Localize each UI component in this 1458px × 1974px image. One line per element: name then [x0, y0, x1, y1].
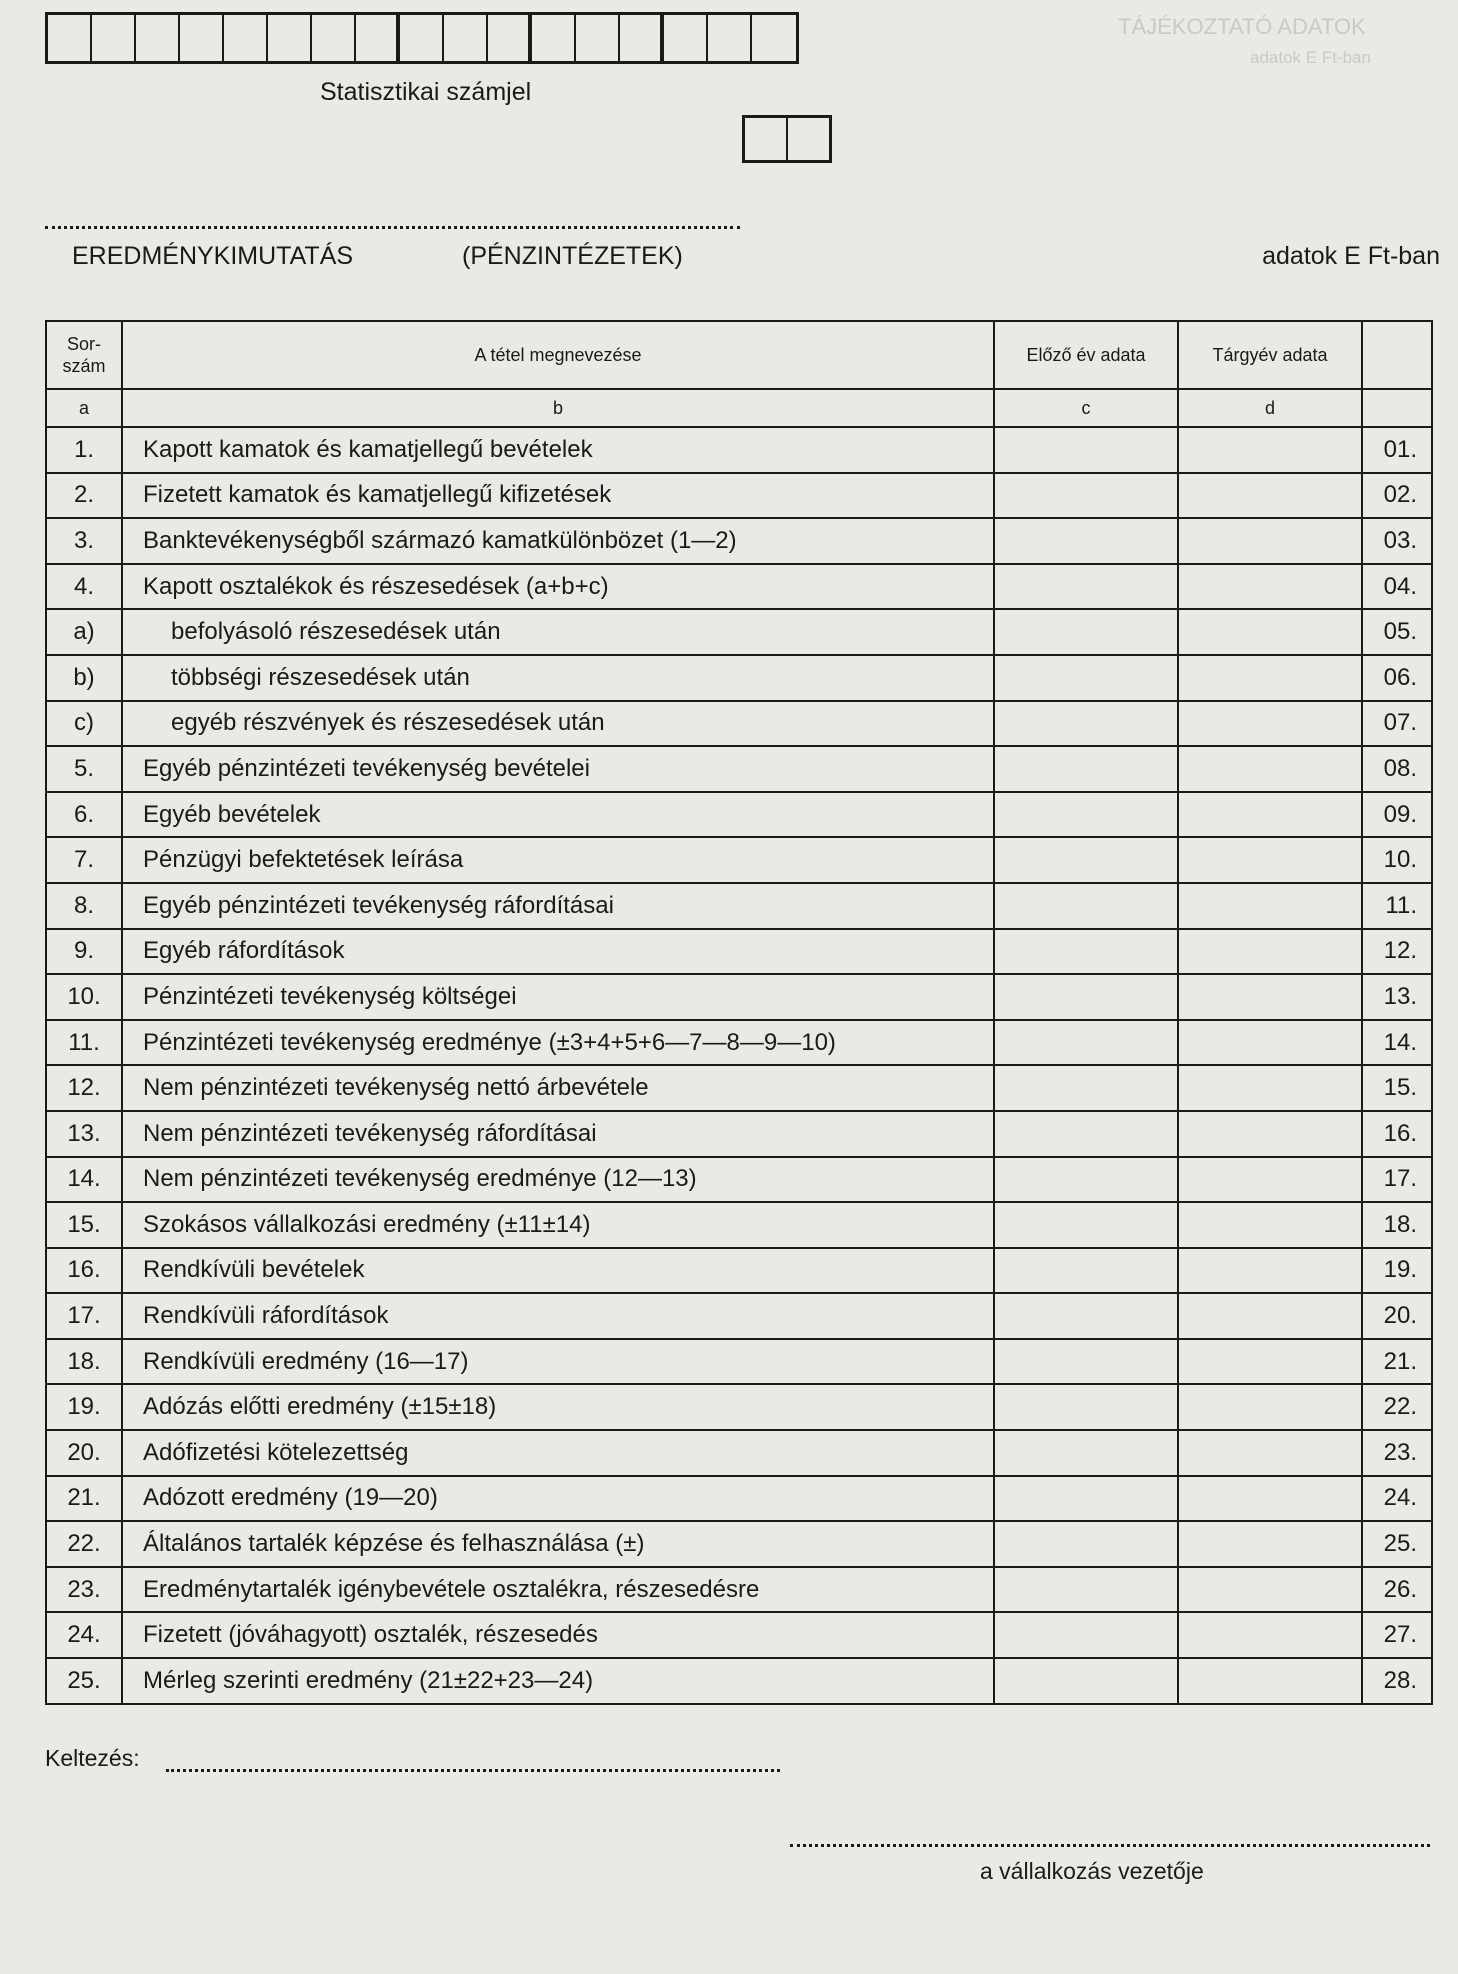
table-row [46, 1567, 1432, 1613]
row-number: 10. [46, 974, 122, 1020]
table-row [46, 518, 1432, 564]
table-row [46, 1658, 1432, 1704]
current-year-cell[interactable] [1178, 1202, 1362, 1248]
current-year-cell[interactable] [1178, 564, 1362, 610]
prev-year-cell[interactable] [994, 473, 1178, 519]
row-code: 27. [1362, 1612, 1432, 1658]
row-label: Rendkívüli eredmény (16—17) [122, 1339, 994, 1385]
prev-year-cell[interactable] [994, 1065, 1178, 1111]
row-code: 13. [1362, 974, 1432, 1020]
row-label: Rendkívüli bevételek [122, 1248, 994, 1294]
row-label: Adózás előtti eredmény (±15±18) [122, 1384, 994, 1430]
prev-year-cell[interactable] [994, 837, 1178, 883]
prev-year-cell[interactable] [994, 1476, 1178, 1522]
row-number: 16. [46, 1248, 122, 1294]
signature-line[interactable] [790, 1820, 1430, 1847]
row-number: 13. [46, 1111, 122, 1157]
table-row [46, 1612, 1432, 1658]
row-code: 01. [1362, 427, 1432, 473]
row-number: 8. [46, 883, 122, 929]
row-label: Egyéb pénzintézeti tevékenység ráfordításai [122, 883, 994, 929]
col-letter-d: d [1178, 389, 1362, 427]
col-letter-code [1362, 389, 1432, 427]
col-letter-b: b [122, 389, 994, 427]
table-row [46, 1020, 1432, 1066]
table-row [46, 974, 1432, 1020]
prev-year-cell[interactable] [994, 1157, 1178, 1203]
current-year-cell[interactable] [1178, 1567, 1362, 1613]
prev-year-cell[interactable] [994, 1339, 1178, 1385]
table-row [46, 1430, 1432, 1476]
prev-year-cell[interactable] [994, 1020, 1178, 1066]
row-number: 17. [46, 1293, 122, 1339]
table-row [46, 609, 1432, 655]
row-number: 24. [46, 1612, 122, 1658]
current-year-cell[interactable] [1178, 929, 1362, 975]
table-row [46, 473, 1432, 519]
row-number: 3. [46, 518, 122, 564]
row-code: 10. [1362, 837, 1432, 883]
current-year-cell[interactable] [1178, 473, 1362, 519]
signature-label: a vállalkozás vezetője [980, 1858, 1204, 1884]
row-number: 6. [46, 792, 122, 838]
row-number: b) [46, 655, 122, 701]
row-code: 17. [1362, 1157, 1432, 1203]
prev-year-cell[interactable] [994, 1202, 1178, 1248]
stat-number-label: Statisztikai számjel [320, 78, 532, 106]
col-header-code [1362, 321, 1432, 389]
current-year-cell[interactable] [1178, 1065, 1362, 1111]
row-code: 04. [1362, 564, 1432, 610]
row-number: 21. [46, 1476, 122, 1522]
table-row [46, 1065, 1432, 1111]
ghost-title: TÁJÉKOZTATÓ ADATOK [1118, 14, 1366, 39]
col-header-prev-year: Előző év adata [994, 321, 1178, 389]
form-subtitle: (PÉNZINTÉZETEK) [462, 242, 683, 270]
row-number: 11. [46, 1020, 122, 1066]
row-code: 02. [1362, 473, 1432, 519]
prev-year-cell[interactable] [994, 518, 1178, 564]
col-header-current-year: Tárgyév adata [1178, 321, 1362, 389]
row-code: 06. [1362, 655, 1432, 701]
row-number: 23. [46, 1567, 122, 1613]
row-label: Banktevékenységből származó kamatkülönbözet (1—2) [122, 518, 994, 564]
prev-year-cell[interactable] [994, 1567, 1178, 1613]
row-label: Mérleg szerinti eredmény (21±22+23—24) [122, 1658, 994, 1704]
prev-year-cell[interactable] [994, 1111, 1178, 1157]
row-number: 5. [46, 746, 122, 792]
date-label: Keltezés: [45, 1745, 140, 1771]
row-code: 21. [1362, 1339, 1432, 1385]
row-code: 23. [1362, 1430, 1432, 1476]
current-year-cell[interactable] [1178, 883, 1362, 929]
table-row [46, 1157, 1432, 1203]
table-row [46, 1111, 1432, 1157]
row-code: 24. [1362, 1476, 1432, 1522]
current-year-cell[interactable] [1178, 1658, 1362, 1704]
row-label: Fizetett (jóváhagyott) osztalék, részesedés [122, 1612, 994, 1658]
row-code: 22. [1362, 1384, 1432, 1430]
col-header-number: Sor- szám [46, 321, 122, 389]
prev-year-cell[interactable] [994, 1248, 1178, 1294]
row-code: 11. [1362, 883, 1432, 929]
current-year-cell[interactable] [1178, 1430, 1362, 1476]
col-letter-c: c [994, 389, 1178, 427]
row-label: Nem pénzintézeti tevékenység nettó árbevétele [122, 1065, 994, 1111]
prev-year-cell[interactable] [994, 746, 1178, 792]
table-row [46, 1476, 1432, 1522]
row-number: 15. [46, 1202, 122, 1248]
current-year-cell[interactable] [1178, 1111, 1362, 1157]
row-label: Egyéb pénzintézeti tevékenység bevételei [122, 746, 994, 792]
row-code: 20. [1362, 1293, 1432, 1339]
row-number: c) [46, 701, 122, 747]
row-number: 4. [46, 564, 122, 610]
current-year-cell[interactable] [1178, 1248, 1362, 1294]
date-field[interactable] [166, 1745, 780, 1772]
current-year-cell[interactable] [1178, 746, 1362, 792]
row-number: 18. [46, 1339, 122, 1385]
row-label: befolyásoló részesedések után [122, 609, 994, 655]
row-code: 14. [1362, 1020, 1432, 1066]
current-year-cell[interactable] [1178, 1020, 1362, 1066]
table-row [46, 427, 1432, 473]
current-year-cell[interactable] [1178, 1293, 1362, 1339]
table-row [46, 701, 1432, 747]
row-label: Nem pénzintézeti tevékenység eredménye (12—13) [122, 1157, 994, 1203]
col-header-name: A tétel megnevezése [122, 321, 994, 389]
table-row [46, 564, 1432, 610]
current-year-cell[interactable] [1178, 609, 1362, 655]
prev-year-cell[interactable] [994, 1658, 1178, 1704]
row-label: Általános tartalék képzése és felhasználása (±) [122, 1521, 994, 1567]
prev-year-cell[interactable] [994, 883, 1178, 929]
row-number: 22. [46, 1521, 122, 1567]
table-row [46, 1202, 1432, 1248]
row-code: 18. [1362, 1202, 1432, 1248]
prev-year-cell[interactable] [994, 564, 1178, 610]
row-label: Egyéb ráfordítások [122, 929, 994, 975]
form-title: EREDMÉNYKIMUTATÁS [72, 242, 354, 270]
table-row [46, 1384, 1432, 1430]
row-code: 05. [1362, 609, 1432, 655]
prev-year-cell[interactable] [994, 792, 1178, 838]
current-year-cell[interactable] [1178, 792, 1362, 838]
row-number: 7. [46, 837, 122, 883]
row-label: Kapott osztalékok és részesedések (a+b+c) [122, 564, 994, 610]
current-year-cell[interactable] [1178, 1384, 1362, 1430]
current-year-cell[interactable] [1178, 1612, 1362, 1658]
row-label: Nem pénzintézeti tevékenység ráfordításai [122, 1111, 994, 1157]
prev-year-cell[interactable] [994, 929, 1178, 975]
row-label: Pénzügyi befektetések leírása [122, 837, 994, 883]
row-number: 2. [46, 473, 122, 519]
row-label: Eredménytartalék igénybevétele osztalékra, részesedésre [122, 1567, 994, 1613]
row-code: 03. [1362, 518, 1432, 564]
prev-year-cell[interactable] [994, 609, 1178, 655]
table-row [46, 1248, 1432, 1294]
current-year-cell[interactable] [1178, 1157, 1362, 1203]
income-statement-table [45, 320, 1433, 1705]
row-label: Pénzintézeti tevékenység eredménye (±3+4+5+6—7—8—9—10) [122, 1020, 994, 1066]
code-boxes[interactable] [742, 115, 832, 163]
ghost-unit: adatok E Ft-ban [1250, 48, 1371, 67]
current-year-cell[interactable] [1178, 1476, 1362, 1522]
current-year-cell[interactable] [1178, 974, 1362, 1020]
row-code: 19. [1362, 1248, 1432, 1294]
row-number: 12. [46, 1065, 122, 1111]
prev-year-cell[interactable] [994, 701, 1178, 747]
prev-year-cell[interactable] [994, 1293, 1178, 1339]
prev-year-cell[interactable] [994, 1612, 1178, 1658]
prev-year-cell[interactable] [994, 655, 1178, 701]
current-year-cell[interactable] [1178, 655, 1362, 701]
prev-year-cell[interactable] [994, 974, 1178, 1020]
table-row [46, 655, 1432, 701]
row-code: 26. [1362, 1567, 1432, 1613]
row-code: 16. [1362, 1111, 1432, 1157]
stat-number-boxes[interactable] [45, 12, 799, 64]
row-label: Rendkívüli ráfordítások [122, 1293, 994, 1339]
table-row [46, 792, 1432, 838]
prev-year-cell[interactable] [994, 1521, 1178, 1567]
current-year-cell[interactable] [1178, 518, 1362, 564]
row-label: Adózott eredmény (19—20) [122, 1476, 994, 1522]
row-label: Pénzintézeti tevékenység költségei [122, 974, 994, 1020]
row-number: 25. [46, 1658, 122, 1704]
row-number: a) [46, 609, 122, 655]
company-name-line[interactable] [45, 226, 740, 229]
row-number: 19. [46, 1384, 122, 1430]
table-row [46, 929, 1432, 975]
row-code: 15. [1362, 1065, 1432, 1111]
row-label: Egyéb bevételek [122, 792, 994, 838]
table-row [46, 1339, 1432, 1385]
table-row [46, 746, 1432, 792]
row-code: 25. [1362, 1521, 1432, 1567]
current-year-cell[interactable] [1178, 701, 1362, 747]
current-year-cell[interactable] [1178, 837, 1362, 883]
row-label: Kapott kamatok és kamatjellegű bevételek [122, 427, 994, 473]
row-label: Fizetett kamatok és kamatjellegű kifizetések [122, 473, 994, 519]
row-label: egyéb részvények és részesedések után [122, 701, 994, 747]
row-code: 08. [1362, 746, 1432, 792]
prev-year-cell[interactable] [994, 1384, 1178, 1430]
prev-year-cell[interactable] [994, 1430, 1178, 1476]
table-row [46, 883, 1432, 929]
row-number: 9. [46, 929, 122, 975]
row-code: 09. [1362, 792, 1432, 838]
row-label: Szokásos vállalkozási eredmény (±11±14) [122, 1202, 994, 1248]
col-letter-a: a [46, 389, 122, 427]
table-row [46, 1521, 1432, 1567]
table-row [46, 1293, 1432, 1339]
row-code: 28. [1362, 1658, 1432, 1704]
prev-year-cell[interactable] [994, 427, 1178, 473]
row-number: 14. [46, 1157, 122, 1203]
row-number: 20. [46, 1430, 122, 1476]
unit-label: adatok E Ft-ban [1262, 242, 1440, 270]
row-label: Adófizetési kötelezettség [122, 1430, 994, 1476]
current-year-cell[interactable] [1178, 1521, 1362, 1567]
row-label: többségi részesedések után [122, 655, 994, 701]
row-number: 1. [46, 427, 122, 473]
current-year-cell[interactable] [1178, 427, 1362, 473]
row-code: 07. [1362, 701, 1432, 747]
table-row [46, 837, 1432, 883]
row-code: 12. [1362, 929, 1432, 975]
current-year-cell[interactable] [1178, 1339, 1362, 1385]
